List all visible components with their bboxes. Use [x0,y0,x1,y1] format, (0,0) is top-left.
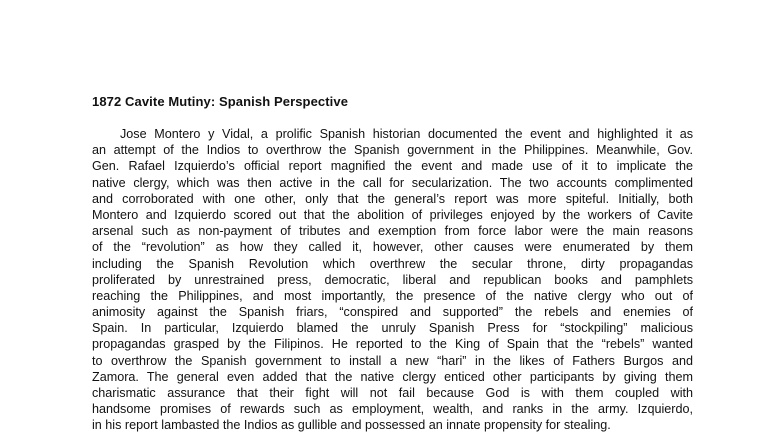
paragraph-line: Jose Montero y Vidal, a prolific Spanish historian documented the event and highlighted it as [120,127,693,141]
paragraph-line: charismatic assurance that their fight will not fail because God is with them coupled with [92,386,693,400]
paragraph-line: native clergy, which was then active in the call for secularization. The two accounts complimented [92,175,693,190]
paragraph-line: including the Spanish Revolution which overthrew the secular throne, dirty propagandas [92,256,693,271]
paragraph-line: Spain. In particular, Izquierdo blamed the unruly Spanish Press for “stockpiling” malicious [92,321,693,336]
paragraph-line: an attempt of the Indios to overthrow the Spanish government in the Philippines. Meanwhile, Gov. [92,143,693,158]
paragraph-line: Montero and Izquierdo scored out that the abolition of privileges enjoyed by the workers of Cavite [92,207,693,222]
paragraph-line: propagandas grasped by the Filipinos. He reported to the King of Spain that the “rebels” wanted [92,337,693,352]
paragraph-line: handsome promises of rewards such as employment, wealth, and ranks in the army. Izquierdo, [92,402,693,417]
paragraph-line: and corroborated with one other, only that the general’s report was more spiteful. Initially, both [92,191,693,206]
paragraph-line: to overthrow the Spanish government to install a new “hari” in the likes of Fathers Burgos and [92,353,693,368]
paragraph-line: in his report lambasted the Indios as gullible and possessed an innate propensity for stealing. [92,418,611,433]
paragraph-line: of the “revolution” as how they called it, however, other causes were enumerated by them [92,240,693,255]
section-heading: 1872 Cavite Mutiny: Spanish Perspective [92,94,349,109]
paragraph-line: animosity against the Spanish friars, “conspired and supported” the rebels and enemies of [92,305,693,320]
body-paragraph [92,126,693,434]
paragraph-line: Zamora. The general even added that the native clergy enticed other participants by giving them [92,369,693,384]
paragraph-line: proliferated by unrestrained press, democratic, liberal and republican books and pamphlets [92,272,693,287]
paragraph-line: arsenal such as non-payment of tributes and exemption from force labor were the main reasons [92,224,693,239]
paragraph-line: reaching the Philippines, and most importantly, the presence of the native clergy who out of [92,288,693,303]
paragraph-line: Gen. Rafael Izquierdo’s official report magnified the event and made use of it to implicate the [92,159,693,174]
